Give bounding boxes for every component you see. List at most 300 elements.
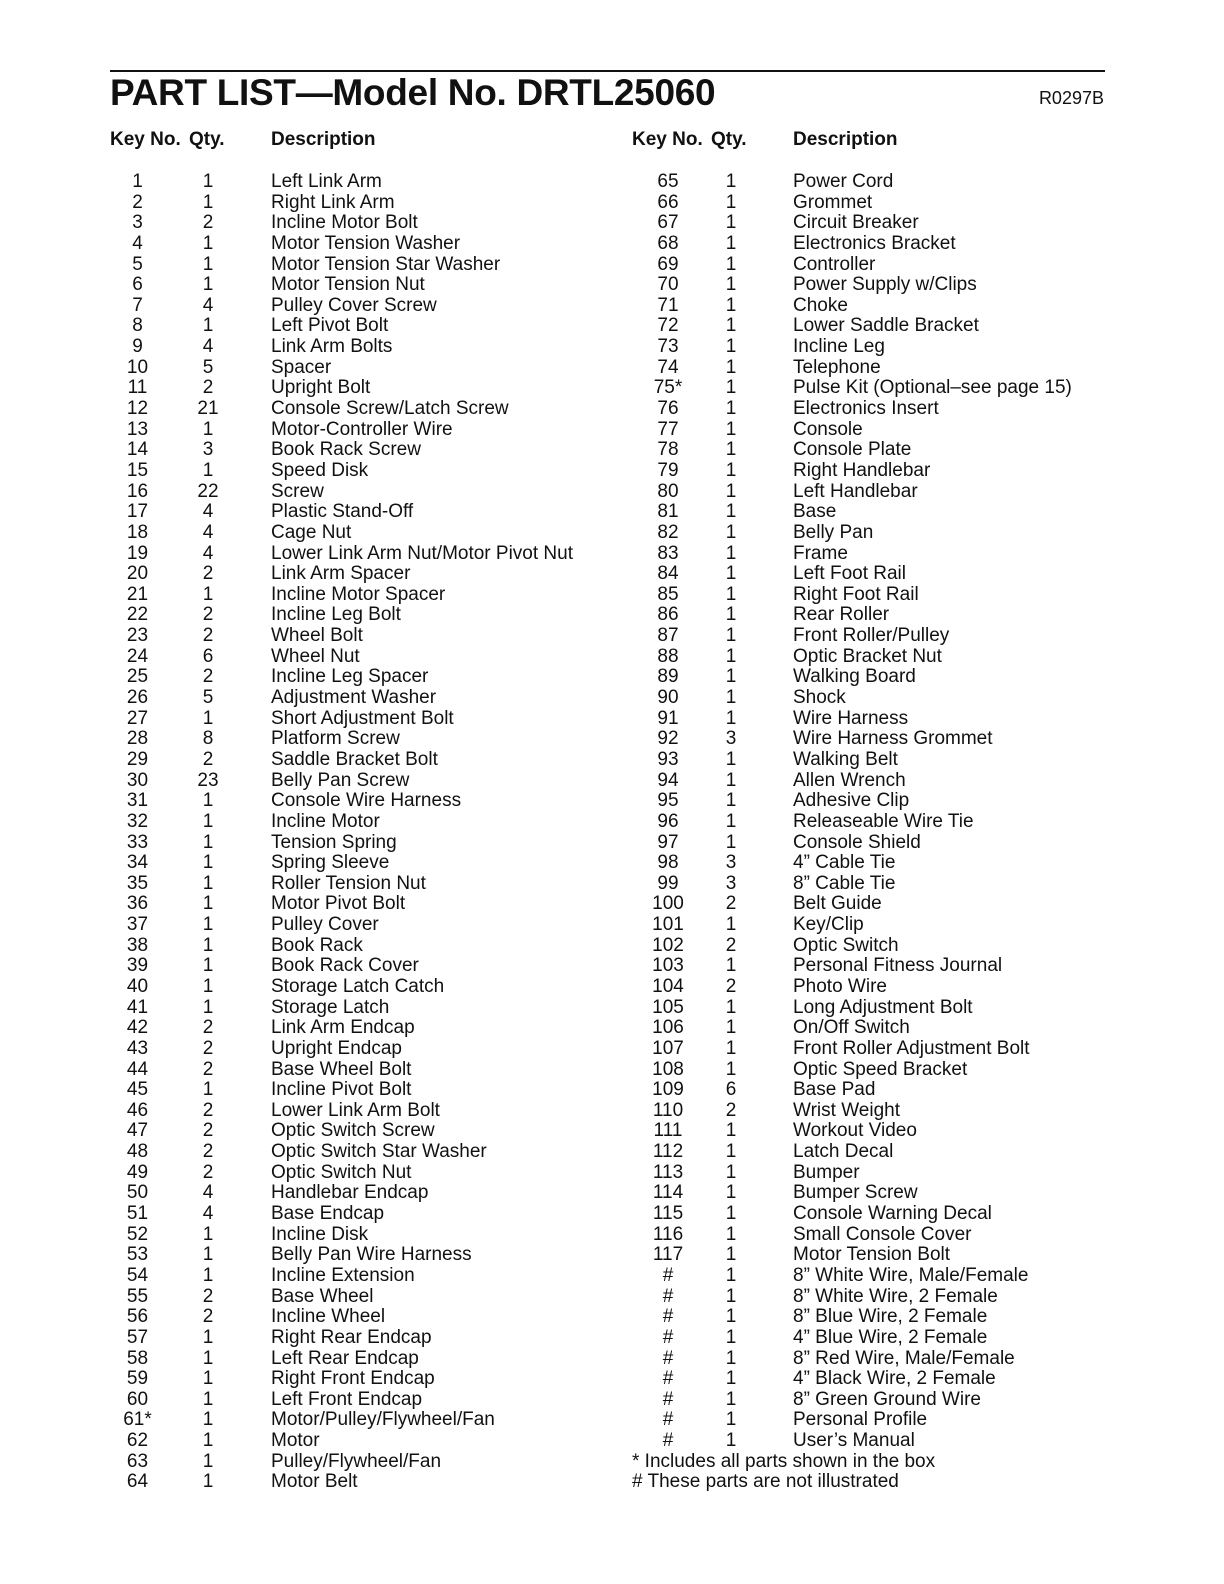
part-description: 4” Black Wire, 2 Female — [793, 1368, 996, 1390]
part-qty: 2 — [202, 748, 214, 770]
part-description: Platform Screw — [271, 728, 400, 750]
part-row — [632, 1430, 1112, 1451]
part-row — [632, 852, 1112, 873]
part-description: Rear Roller — [793, 604, 890, 626]
qty-header: Qty. — [189, 129, 225, 150]
part-description: Right Rear Endcap — [271, 1326, 432, 1348]
part-description: Belly Pan Screw — [271, 769, 410, 791]
part-row — [110, 1203, 610, 1224]
part-qty: 2 — [202, 1017, 214, 1039]
part-key-no: 4 — [132, 232, 143, 254]
part-key-no: 38 — [126, 934, 149, 956]
part-key-no: 73 — [657, 336, 679, 358]
part-row — [632, 522, 1112, 543]
part-key-no: 104 — [652, 975, 684, 997]
part-key-no: 14 — [126, 439, 149, 461]
part-key-no: 76 — [657, 398, 679, 420]
part-key-no: 5 — [132, 253, 143, 275]
part-qty: 1 — [725, 687, 737, 709]
part-description: 8” Cable Tie — [793, 872, 896, 894]
part-qty: 1 — [202, 1471, 214, 1493]
part-row — [632, 1286, 1112, 1307]
part-row — [632, 1224, 1112, 1245]
page-title: PART LIST—Model No. DRTL25060 — [110, 72, 716, 113]
part-row — [110, 1471, 610, 1492]
part-row — [110, 1368, 610, 1389]
part-key-no: # — [662, 1409, 674, 1431]
part-key-no: 19 — [126, 542, 149, 564]
part-row — [632, 1203, 1112, 1224]
part-qty: 1 — [725, 707, 737, 729]
part-description: User’s Manual — [793, 1430, 915, 1452]
part-row — [632, 584, 1112, 605]
part-row — [110, 728, 610, 749]
part-description: Incline Leg Spacer — [271, 666, 429, 688]
part-row — [110, 1306, 610, 1327]
part-key-no: 111 — [653, 1120, 683, 1142]
part-key-no: 115 — [652, 1203, 684, 1225]
part-row — [632, 274, 1112, 295]
part-key-no: 59 — [126, 1368, 149, 1390]
part-key-no: 65 — [657, 171, 679, 192]
part-qty: 6 — [725, 1079, 737, 1101]
part-description: Allen Wrench — [793, 769, 906, 791]
part-row — [632, 1409, 1112, 1430]
part-qty: 23 — [197, 769, 219, 791]
part-row — [110, 997, 610, 1018]
part-description: Left Pivot Bolt — [271, 315, 389, 337]
part-row — [110, 1141, 610, 1162]
part-key-no: 50 — [126, 1182, 149, 1204]
part-qty: 2 — [725, 893, 737, 915]
part-qty: 1 — [725, 1388, 737, 1410]
parts-list-right — [632, 171, 1112, 1492]
part-qty: 3 — [725, 728, 737, 750]
part-qty: 2 — [202, 1037, 214, 1059]
part-row — [632, 212, 1112, 233]
part-row — [110, 1079, 610, 1100]
part-row — [632, 563, 1112, 584]
part-description: On/Off Switch — [793, 1017, 910, 1039]
part-row — [110, 976, 610, 997]
part-description: Book Rack Screw — [271, 439, 421, 461]
part-description: Optic Switch — [793, 934, 899, 956]
part-key-no: 8 — [132, 315, 143, 337]
part-row — [110, 1059, 610, 1080]
part-description: Motor-Controller Wire — [271, 418, 453, 440]
part-qty: 1 — [202, 418, 214, 440]
part-key-no: 87 — [657, 625, 679, 647]
part-key-no: 116 — [652, 1223, 684, 1245]
part-row — [110, 811, 610, 832]
part-qty: 1 — [725, 480, 737, 502]
part-row — [110, 1451, 610, 1472]
part-row — [110, 1430, 610, 1451]
part-description: Saddle Bracket Bolt — [271, 748, 438, 770]
part-key-no: 81 — [657, 501, 679, 523]
part-qty: 1 — [725, 625, 737, 647]
part-key-no: 84 — [657, 563, 679, 585]
part-key-no: 78 — [657, 439, 679, 461]
part-row — [632, 1038, 1112, 1059]
part-key-no: 101 — [652, 914, 684, 936]
part-description: Console Plate — [793, 439, 912, 461]
part-row — [632, 604, 1112, 625]
part-row — [110, 439, 610, 460]
part-row — [110, 1409, 610, 1430]
part-description: Walking Belt — [793, 748, 898, 770]
part-qty: 1 — [725, 1306, 737, 1328]
part-key-no: 21 — [126, 583, 149, 605]
part-description: Shock — [793, 687, 846, 709]
part-key-no: 79 — [657, 459, 679, 481]
part-description: Left Foot Rail — [793, 563, 906, 585]
part-row — [632, 770, 1112, 791]
part-description: Bumper — [793, 1161, 860, 1183]
part-description: Personal Fitness Journal — [793, 955, 1003, 977]
part-row — [632, 687, 1112, 708]
part-qty: 1 — [202, 975, 214, 997]
part-row — [110, 254, 610, 275]
part-qty: 1 — [202, 1368, 214, 1390]
part-description: Bumper Screw — [793, 1182, 918, 1204]
part-description: 8” Blue Wire, 2 Female — [793, 1306, 988, 1328]
part-qty: 5 — [202, 356, 214, 378]
part-description: Key/Clip — [793, 914, 864, 936]
part-description: Pulley Cover Screw — [271, 294, 437, 316]
part-description: Small Console Cover — [793, 1223, 972, 1245]
part-key-no: 107 — [652, 1037, 684, 1059]
part-description: Pulley Cover — [271, 914, 379, 936]
part-description: Lower Link Arm Bolt — [271, 1099, 440, 1121]
part-description: Controller — [793, 253, 876, 275]
part-description: Motor — [271, 1430, 320, 1452]
part-qty: 1 — [725, 191, 737, 213]
part-key-no: 80 — [657, 480, 679, 502]
part-key-no: 13 — [126, 418, 149, 440]
part-key-no: 67 — [657, 212, 679, 234]
part-row — [632, 811, 1112, 832]
part-key-no: 33 — [126, 831, 149, 853]
part-description: Cage Nut — [271, 521, 352, 543]
parts-column-left — [110, 128, 610, 1493]
part-description: Motor Tension Nut — [271, 274, 425, 296]
part-description: Book Rack Cover — [271, 955, 419, 977]
part-row — [632, 666, 1112, 687]
part-qty: 8 — [202, 728, 214, 750]
part-key-no: 88 — [657, 645, 679, 667]
part-description: Belly Pan Wire Harness — [271, 1244, 472, 1266]
part-qty: 1 — [725, 1264, 737, 1286]
part-key-no: 40 — [126, 975, 149, 997]
part-qty: 2 — [725, 1099, 737, 1121]
part-description: Electronics Bracket — [793, 232, 956, 254]
part-qty: 1 — [725, 1326, 737, 1348]
part-key-no: 75* — [653, 377, 683, 399]
part-qty: 1 — [725, 294, 737, 316]
part-key-no: # — [662, 1326, 674, 1348]
part-key-no: 64 — [126, 1471, 149, 1493]
part-key-no: 34 — [126, 852, 149, 874]
part-key-no: 110 — [652, 1099, 684, 1121]
part-qty: 4 — [202, 294, 214, 316]
part-description: 8” White Wire, 2 Female — [793, 1285, 998, 1307]
part-row — [632, 419, 1112, 440]
part-qty: 2 — [202, 625, 214, 647]
part-key-no: 63 — [126, 1450, 149, 1472]
part-description: Console Shield — [793, 831, 921, 853]
part-row — [110, 852, 610, 873]
part-qty: 1 — [725, 1182, 737, 1204]
part-key-no: 45 — [126, 1079, 149, 1101]
part-description: Wire Harness Grommet — [793, 728, 993, 750]
part-description: Optic Bracket Nut — [793, 645, 942, 667]
part-description: Incline Leg — [793, 336, 885, 358]
part-row — [632, 976, 1112, 997]
part-description: Optic Switch Nut — [271, 1161, 412, 1183]
part-description: Personal Profile — [793, 1409, 928, 1431]
part-key-no: 18 — [126, 521, 149, 543]
part-qty: 2 — [202, 1141, 214, 1163]
part-key-no: 39 — [126, 955, 149, 977]
part-qty: 1 — [202, 934, 214, 956]
part-key-no: 114 — [652, 1182, 684, 1204]
part-key-no: 6 — [132, 274, 143, 296]
part-description: Grommet — [793, 191, 873, 213]
part-qty: 1 — [725, 459, 737, 481]
part-qty: 21 — [197, 398, 219, 420]
part-qty: 3 — [725, 852, 737, 874]
part-qty: 1 — [725, 1017, 737, 1039]
part-row — [110, 666, 610, 687]
part-row — [632, 625, 1112, 646]
column-header — [110, 128, 610, 152]
part-row — [110, 481, 610, 502]
part-row — [110, 1265, 610, 1286]
part-qty: 1 — [725, 810, 737, 832]
part-qty: 1 — [725, 356, 737, 378]
part-description: Telephone — [793, 356, 881, 378]
part-key-no: 46 — [126, 1099, 149, 1121]
part-qty: 1 — [725, 955, 737, 977]
part-row — [632, 295, 1112, 316]
part-description: Front Roller/Pulley — [793, 625, 950, 647]
part-row — [110, 1286, 610, 1307]
part-qty: 1 — [725, 914, 737, 936]
part-key-no: 51 — [126, 1203, 149, 1225]
part-qty: 1 — [202, 232, 214, 254]
part-qty: 4 — [202, 501, 214, 523]
part-row — [110, 708, 610, 729]
part-description: Link Arm Spacer — [271, 563, 411, 585]
part-row — [110, 1348, 610, 1369]
part-row — [110, 171, 610, 192]
part-description: Pulse Kit (Optional–see page 15) — [793, 377, 1072, 399]
part-description: Frame — [793, 542, 848, 564]
part-row — [110, 543, 610, 564]
part-description: Link Arm Endcap — [271, 1017, 415, 1039]
part-description: Optic Switch Screw — [271, 1120, 435, 1142]
part-qty: 1 — [725, 274, 737, 296]
part-description: Incline Wheel — [271, 1306, 386, 1328]
part-row — [632, 935, 1112, 956]
part-qty: 1 — [202, 893, 214, 915]
part-description: Incline Motor Spacer — [271, 583, 446, 605]
part-row — [110, 646, 610, 667]
part-description: Motor Tension Bolt — [793, 1244, 951, 1266]
part-description: Wheel Nut — [271, 645, 360, 667]
part-description: Adhesive Clip — [793, 790, 910, 812]
part-key-no: 95 — [657, 790, 679, 812]
part-description: Workout Video — [793, 1120, 917, 1142]
part-key-no: 22 — [126, 604, 149, 626]
part-key-no: 89 — [657, 666, 679, 688]
part-qty: 1 — [202, 1244, 214, 1266]
part-row — [632, 233, 1112, 254]
part-qty: 1 — [202, 459, 214, 481]
part-row — [110, 233, 610, 254]
part-description: Incline Extension — [271, 1264, 415, 1286]
part-row — [632, 192, 1112, 213]
part-qty: 1 — [725, 583, 737, 605]
part-qty: 1 — [725, 336, 737, 358]
part-row — [632, 1079, 1112, 1100]
part-description: 8” Red Wire, Male/Female — [793, 1347, 1015, 1369]
part-row — [110, 563, 610, 584]
part-row — [632, 398, 1112, 419]
part-description: Motor Tension Star Washer — [271, 253, 501, 275]
part-description: 4” Cable Tie — [793, 852, 896, 874]
part-row — [632, 708, 1112, 729]
part-description: Screw — [271, 480, 324, 502]
part-qty: 1 — [202, 1450, 214, 1472]
part-row — [632, 1059, 1112, 1080]
part-qty: 1 — [202, 955, 214, 977]
part-description: Storage Latch — [271, 996, 390, 1018]
part-row — [632, 1141, 1112, 1162]
part-row — [110, 687, 610, 708]
part-row — [110, 501, 610, 522]
part-qty: 1 — [725, 171, 737, 192]
part-description: Short Adjustment Bolt — [271, 707, 454, 729]
part-row — [632, 357, 1112, 378]
part-qty: 1 — [725, 1430, 737, 1452]
part-qty: 2 — [202, 666, 214, 688]
part-qty: 1 — [202, 583, 214, 605]
parts-list-left — [110, 171, 610, 1492]
part-row — [110, 357, 610, 378]
part-description: Handlebar Endcap — [271, 1182, 429, 1204]
part-row — [632, 336, 1112, 357]
part-key-no: 29 — [126, 748, 149, 770]
part-key-no: 103 — [652, 955, 684, 977]
part-row — [110, 419, 610, 440]
part-description: Electronics Insert — [793, 398, 939, 420]
part-description: Circuit Breaker — [793, 212, 919, 234]
part-key-no: 82 — [657, 521, 679, 543]
part-description: Book Rack — [271, 934, 363, 956]
part-qty: 2 — [202, 212, 214, 234]
column-header — [632, 128, 1112, 152]
part-qty: 1 — [725, 1347, 737, 1369]
part-qty: 1 — [725, 439, 737, 461]
part-row — [110, 1244, 610, 1265]
part-key-no: 105 — [652, 996, 684, 1018]
part-description: Lower Saddle Bracket — [793, 315, 979, 337]
part-key-no: 96 — [657, 810, 679, 832]
part-key-no: 9 — [132, 336, 143, 358]
part-description: 8” Green Ground Wire — [793, 1388, 981, 1410]
part-qty: 1 — [725, 604, 737, 626]
part-key-no: # — [662, 1264, 674, 1286]
part-qty: 1 — [725, 1223, 737, 1245]
part-key-no: 106 — [652, 1017, 684, 1039]
part-qty: 2 — [202, 604, 214, 626]
part-key-no: 70 — [657, 274, 679, 296]
part-qty: 1 — [725, 645, 737, 667]
part-qty: 1 — [725, 253, 737, 275]
part-key-no: 25 — [126, 666, 149, 688]
footnote: * Includes all parts shown in the box — [632, 1450, 936, 1472]
part-row — [632, 1327, 1112, 1348]
part-description: 8” White Wire, Male/Female — [793, 1264, 1029, 1286]
part-description: Lower Link Arm Nut/Motor Pivot Nut — [271, 542, 573, 564]
part-description: Optic Speed Bracket — [793, 1058, 968, 1080]
key-no-header: Key No. — [632, 129, 703, 150]
part-qty: 4 — [202, 542, 214, 564]
part-description: Incline Disk — [271, 1223, 369, 1245]
part-qty: 1 — [725, 769, 737, 791]
part-description: Right Front Endcap — [271, 1368, 435, 1390]
part-row — [110, 893, 610, 914]
part-row — [632, 1265, 1112, 1286]
part-key-no: 24 — [126, 645, 149, 667]
part-qty: 1 — [202, 872, 214, 894]
key-no-header: Key No. — [110, 129, 181, 150]
part-description: Left Handlebar — [793, 480, 918, 502]
part-description: Motor Pivot Bolt — [271, 893, 406, 915]
part-description: Base Endcap — [271, 1203, 385, 1225]
part-qty: 1 — [202, 810, 214, 832]
part-key-no: 20 — [126, 563, 149, 585]
part-description: Base Wheel — [271, 1285, 374, 1307]
part-qty: 1 — [202, 1264, 214, 1286]
part-row — [632, 1162, 1112, 1183]
part-key-no: # — [662, 1388, 674, 1410]
part-description: Storage Latch Catch — [271, 975, 445, 997]
description-header: Description — [793, 129, 898, 150]
part-description: Base — [793, 501, 837, 523]
part-row — [632, 955, 1112, 976]
part-row — [632, 1120, 1112, 1141]
footnote: # These parts are not illustrated — [632, 1471, 899, 1493]
part-description: Belt Guide — [793, 893, 882, 915]
part-row — [110, 749, 610, 770]
parts-column-right — [632, 128, 1112, 1493]
part-qty: 4 — [202, 336, 214, 358]
part-row — [110, 914, 610, 935]
part-key-no: 30 — [126, 769, 149, 791]
part-row — [632, 171, 1112, 192]
part-key-no: 23 — [126, 625, 149, 647]
part-qty: 1 — [725, 212, 737, 234]
part-qty: 1 — [725, 1058, 737, 1080]
part-description: Left Front Endcap — [271, 1388, 423, 1410]
part-key-no: 26 — [126, 687, 149, 709]
part-key-no: 66 — [657, 191, 679, 213]
part-row — [110, 832, 610, 853]
part-qty: 1 — [202, 315, 214, 337]
